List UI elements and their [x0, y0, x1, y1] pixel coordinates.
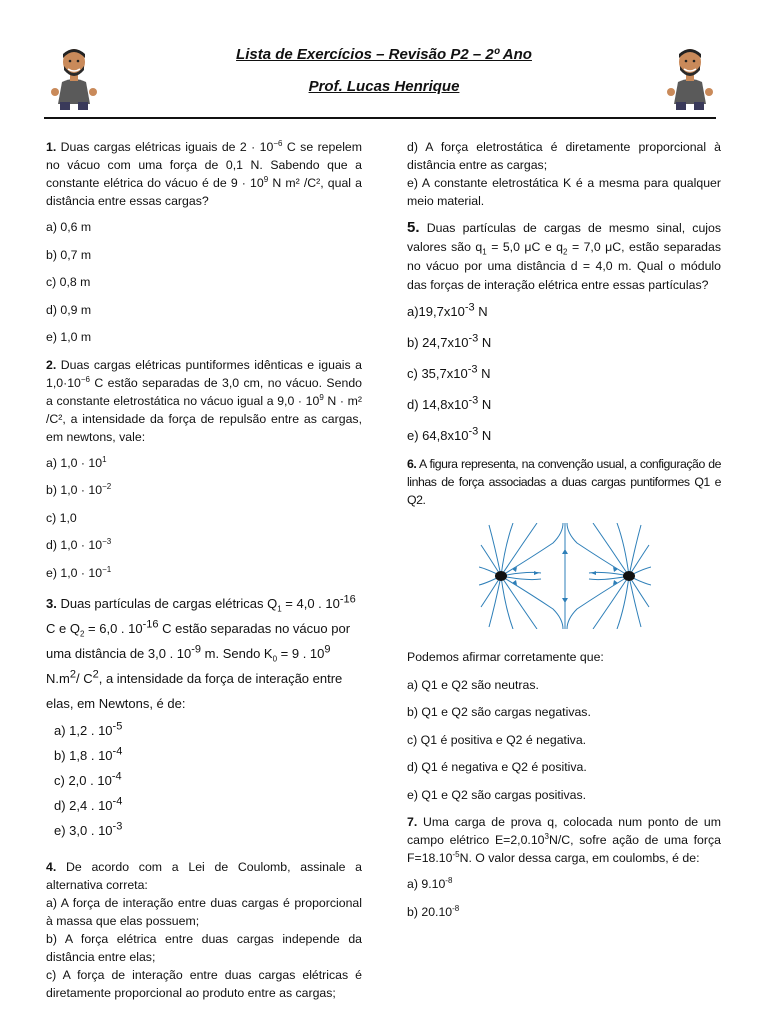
question-2: 2. Duas cargas elétricas puntiformes idênticas e iguais a $1,0\cdot 10^{-6}$ C estão separadas de 3,0 cm, no vácuo. Sendo a constante eletrostática no vácuo igual a $9,0 \cdot 10^9$ N · m² /C², a intensidade da força de repulsão entre as cargas, em newtons, vale: — [46, 357, 362, 444]
question-5: 5. Duas partículas de cargas de mesmo sinal, cujos valores são $q_1 = 5,0$ μC e $q_2 = 7,0$ μC, estão separadas no vácuo por uma distância d = 4,0 m. Qual o módulo das forças de interação elétrica entre essas partículas? — [407, 219, 722, 292]
answer-option: b) Q1 e Q2 são cargas negativas. — [407, 705, 591, 719]
answer-option: b) 0,7 m — [46, 247, 92, 262]
answer-option: a) 0,6 m — [46, 220, 92, 234]
question-3: 3. Duas partículas de cargas elétricas $Q_1 = 4,0$ . $10^{-16}$ C e $Q_2 = 6,0$ . $10^{-16}$ C estão separadas no vácuo por uma distância de 3,0 . $10^{-9}$ m. Sendo $K_0 = 9$ . $10^9$ $N.m^2/$ $C^2$, a intensidade da força de interação entre elas, em Newtons, é de: — [46, 593, 356, 711]
answer-option: a) Q1 e Q2 são neutras. — [407, 677, 539, 692]
question-6-prompt: Podemos afirmar corretamente que: — [407, 650, 604, 664]
answer-option: d) $1,0 \cdot 10^{-3}$ — [46, 536, 112, 552]
question-6: 6. A figura representa, na convenção usual, a configuração de linhas de força associadas a duas cargas puntiformes Q1 e Q2. — [407, 457, 721, 507]
answer-option: b) 1,8 . $10^{-4}$ — [54, 745, 123, 763]
answer-option: c) Q1 é positiva e Q2 é negativa. — [407, 732, 587, 747]
question-1: 1. Duas cargas elétricas iguais de $2 \cdot 10^{-6}$ C se repelem no vácuo com uma força de 0,1 N. Sabendo que a constante elétrica do vácuo é de $9 \cdot 10^9$ N m² /C², qual a distância entre essas cargas? — [46, 138, 363, 208]
right-column — [407, 138, 721, 930]
answer-option: d) $14,8x10^{-3}$ N — [407, 394, 492, 412]
answer-option: b) A força elétrica entre duas cargas independe da distância entre elas; — [46, 932, 362, 964]
answer-option: a) A força de interação entre duas cargas é proporcional à massa que elas possuem; — [46, 896, 362, 928]
answer-option: d) 2,4 . $10^{-4}$ — [54, 795, 123, 813]
answer-option: d) Q1 é negativa e Q2 é positiva. — [407, 760, 587, 774]
answer-option: c) $35,7x10^{-3}$ N — [407, 363, 491, 381]
answer-option: e) Q1 e Q2 são cargas positivas. — [407, 787, 587, 802]
answer-option: e) A constante eletrostática K é a mesma para qualquer meio material. — [407, 176, 721, 208]
answer-option: c) 1,0 — [46, 510, 77, 525]
answer-option: e) $64,8x10^{-3}$ N — [407, 425, 492, 443]
answer-option: b) $20.10^{-8}$ — [407, 903, 460, 919]
answer-option: d) A força eletrostática é diretamente proporcional à distância entre as cargas; — [407, 140, 721, 172]
header-divider — [44, 117, 716, 119]
answer-option: e) $1,0 \cdot 10^{-1}$ — [46, 564, 112, 580]
answer-option: a) $9.10^{-8}$ — [407, 875, 453, 891]
teacher-avatar-icon — [662, 42, 718, 112]
answer-option: e) 1,0 m — [46, 330, 92, 344]
page-title: Lista de Exercícios – Revisão P2 – 2º Ano — [236, 46, 532, 63]
answer-option: a) 1,2 . $10^{-5}$ — [54, 720, 123, 738]
field-lines-figure — [479, 523, 651, 629]
answer-option: d) 0,9 m — [46, 302, 92, 317]
answer-option: c) 0,8 m — [46, 275, 91, 289]
answer-option: e) 3,0 . $10^{-3}$ — [54, 820, 123, 838]
answer-option: a) $1,0 \cdot 10^1$ — [46, 454, 107, 470]
answer-option: c) 2,0 . $10^{-4}$ — [54, 770, 122, 788]
answer-option: b) $1,0 \cdot 10^{-2}$ — [46, 481, 112, 497]
answer-option: c) A força de interação entre duas cargas elétricas é diretamente proporcional ao produto entre as cargas; — [46, 968, 362, 1000]
header — [0, 40, 768, 120]
answer-option: b) $24,7x10^{-3}$ N — [407, 332, 492, 350]
answer-option: $a)19,7x10^{-3}$ N — [407, 301, 488, 319]
teacher-name: Prof. Lucas Henrique — [308, 78, 460, 95]
question-4: 4. De acordo com a Lei de Coulomb, assinale a alternativa correta: — [46, 860, 362, 892]
left-column — [46, 138, 362, 1002]
question-7: 7. Uma carga de prova q, colocada num ponto de um campo elétrico $E=2,0.10^3N/C$, sofre ação de uma força $F=18.10^{-5}N$. O valor dessa carga, em coulombs, é de: — [407, 815, 721, 865]
